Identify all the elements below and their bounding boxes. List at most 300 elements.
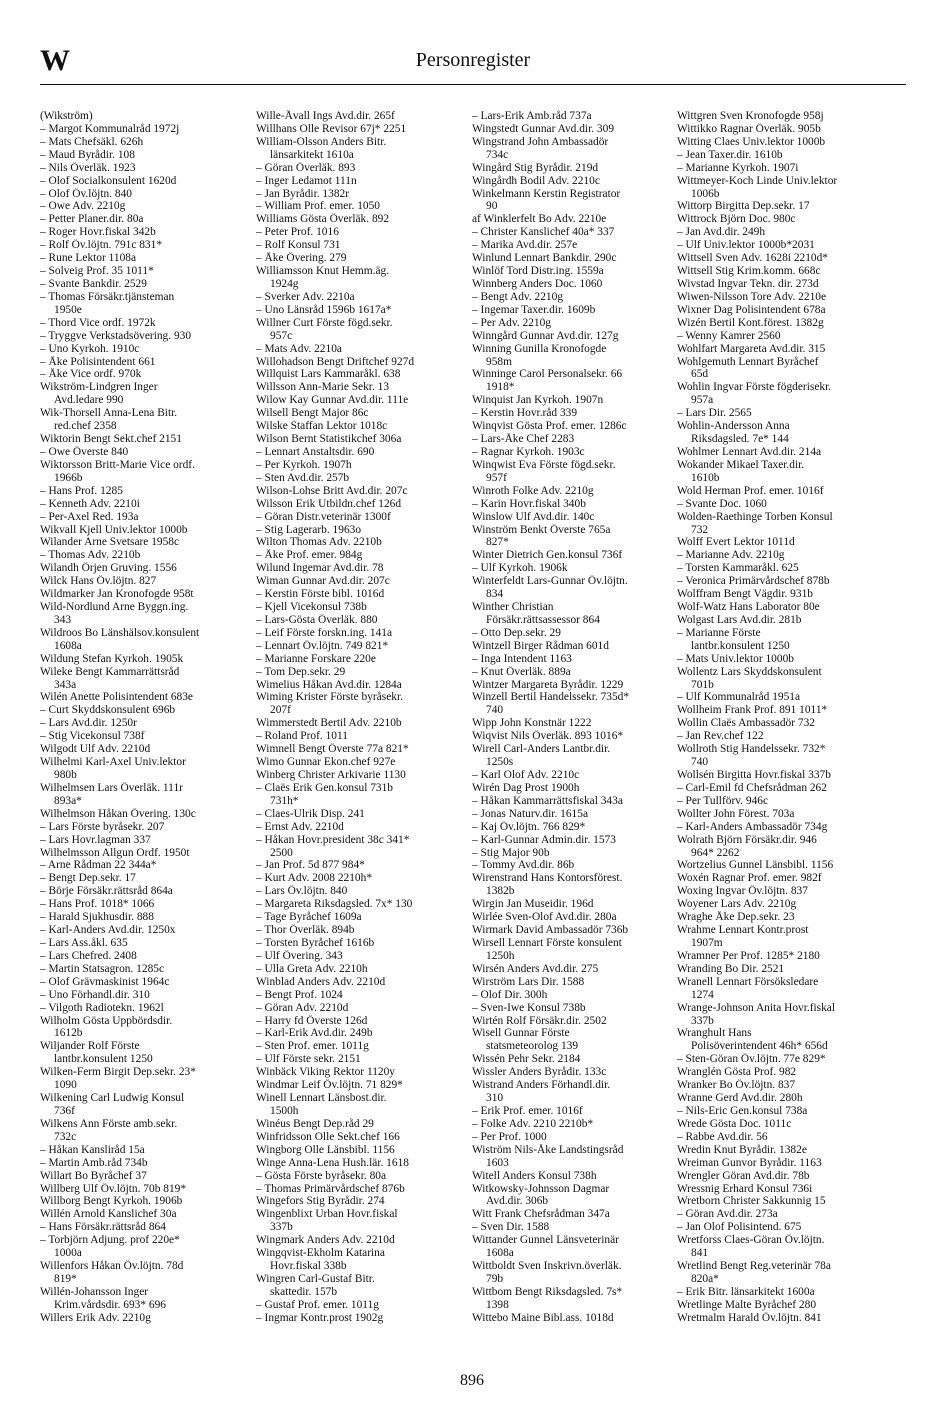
register-entry: Wissén Pehr Sekr. 2184 — [472, 1053, 581, 1066]
register-entry: – Martin Amb.råd 734b — [40, 1156, 148, 1169]
register-entry: Wirell Carl-Anders Lantbr.dir. — [472, 743, 611, 756]
register-entry: – Lars-Erik Amb.råd 737a — [472, 110, 592, 122]
register-entry: – Thomas Försäkr.tjänsteman — [40, 290, 175, 303]
register-entry: – Åke Vice ordf. 970k — [40, 368, 142, 381]
register-entry-continuation: 1918* — [486, 381, 515, 394]
register-entry: – Rabbe Avd.dir. 56 — [677, 1130, 768, 1143]
register-entry: Wingenblixt Urban Hovr.fiskal — [256, 1208, 398, 1221]
register-entry: Wingstedt Gunnar Avd.dir. 309 — [472, 122, 615, 135]
register-entry: Williamsson Knut Hemm.äg. — [256, 265, 390, 278]
register-entry: Wilén Anette Polisintendent 683e — [40, 691, 193, 704]
register-entry: (Wikström) — [40, 110, 93, 122]
register-entry: – Owe Överste 840 — [40, 445, 129, 458]
register-entry: Winzell Bertil Handelssekr. 735d* — [472, 691, 630, 704]
register-entry: – Ulf Univ.lektor 1000b*2031 — [677, 239, 815, 252]
register-entry: – Lars-Åke Chef 2283 — [472, 433, 575, 446]
register-entry: – Bengt Adv. 2210g — [472, 290, 564, 303]
register-entry: – Thor Överläk. 894b — [256, 924, 355, 937]
register-entry: – Ulf Övering. 343 — [256, 949, 343, 962]
register-entry: – Vilgoth Radiotekn. 1962l — [40, 1001, 164, 1014]
register-entry: Wortzelius Gunnel Länsbibl. 1156 — [677, 859, 834, 872]
register-entry-continuation: 1966b — [54, 471, 83, 484]
register-entry: – Per Tullförv. 946c — [677, 794, 769, 807]
register-entry: – Marianne Adv. 2210g — [677, 549, 785, 562]
register-entry: Wohlin Ingvar Förste fögderisekr. — [677, 381, 832, 394]
register-entry: Winkelmann Kerstin Registrator — [472, 187, 621, 200]
register-entry: – Göran Distr.veterinär 1300f — [256, 510, 391, 523]
register-entry: – Torsten Byråchef 1616b — [256, 937, 375, 949]
register-entry: – Harry fd Överste 126d — [256, 1014, 368, 1027]
register-entry: Wolrath Björn Försäkr.dir. 946 — [677, 833, 817, 846]
register-entry: Wittboldt Sven Inskrivn.överläk. — [472, 1260, 622, 1273]
register-entry: Wollsén Birgitta Hovr.fiskal 337b — [677, 769, 831, 782]
page-number: 896 — [460, 1372, 484, 1389]
register-entry: – Christer Kanslichef 40a* 337 — [472, 226, 615, 239]
register-entry: Wiwen-Nilsson Tore Adv. 2210e — [677, 290, 827, 303]
register-entry-continuation: 1274 — [691, 988, 714, 1001]
register-entry: – Roland Prof. 1011 — [256, 730, 348, 743]
register-entry: – Mats Chefsäkl. 626h — [40, 135, 144, 148]
register-entry: – Roger Hovr.fiskal 342b — [40, 226, 156, 239]
register-entry: – Carl-Emil fd Chefsrådman 262 — [677, 781, 827, 794]
register-entry: Wittorp Birgitta Dep.sekr. 17 — [677, 200, 810, 213]
register-entry: Winéus Bengt Dep.råd 29 — [256, 1117, 374, 1130]
register-entry: – Thord Vice ordf. 1972k — [40, 316, 156, 329]
register-entry: Wilske Staffan Lektor 1018c — [256, 420, 388, 433]
register-entry: – Hans Prof. 1285 — [40, 484, 123, 497]
register-entry: af Winklerfelt Bo Adv. 2210e — [472, 213, 607, 226]
register-entry: – Sten Avd.dir. 257b — [256, 471, 350, 484]
register-entry: – Kurt Adv. 2008 2210h* — [256, 872, 373, 885]
register-entry: Wildmarker Jan Kronofogde 958t — [40, 588, 194, 601]
register-entry: Wirlée Sven-Olof Avd.dir. 280a — [472, 911, 617, 924]
register-entry-continuation: 1907m — [691, 937, 723, 949]
register-column-3 — [472, 110, 686, 1325]
register-entry: – Per Kyrkoh. 1907h — [256, 458, 352, 471]
register-entry: Wilgodt Ulf Adv. 2210d — [40, 743, 151, 756]
register-entry: – Olof Grävmaskinist 1964c — [40, 975, 170, 988]
register-entry: Winroth Folke Adv. 2210g — [472, 484, 594, 497]
register-entry: Wivstad Ingvar Tekn. dir. 273d — [677, 277, 819, 290]
register-entry-continuation: 90 — [486, 200, 498, 213]
register-entry: – Jan Byrådir. 1382r — [256, 187, 350, 200]
register-entry: – Thomas Adv. 2210b — [40, 549, 141, 562]
register-entry: – Håkan Kammarrättsfiskal 343a — [472, 794, 623, 807]
register-entry: Wirsell Lennart Förste konsulent — [472, 937, 622, 949]
register-entry: – Ulf Kyrkoh. 1906k — [472, 562, 568, 575]
register-entry: Wilund Ingemar Avd.dir. 78 — [256, 562, 384, 575]
register-entry: Wohlfart Margareta Avd.dir. 315 — [677, 342, 826, 355]
register-entry: – Knut Överläk. 889a — [472, 665, 571, 678]
register-entry-continuation: 65d — [691, 368, 709, 381]
register-entry: – Olof Socialkonsulent 1620d — [40, 174, 177, 187]
register-entry: Wirsén Anders Avd.dir. 275 — [472, 962, 599, 975]
register-column-1 — [40, 110, 254, 1325]
register-entry: Wirtén Rolf Försäkr.dir. 2502 — [472, 1014, 607, 1027]
register-entry: – Tom Dep.sekr. 29 — [256, 665, 346, 678]
register-entry: – Wenny Kamrer 2560 — [677, 329, 781, 342]
register-entry: – Ingmar Kontr.prost 1902g — [256, 1311, 384, 1324]
page-title: Personregister — [415, 49, 531, 71]
register-entry: Wolgast Lars Avd.dir. 281b — [677, 613, 802, 626]
register-entry: Wrahme Lennart Kontr.prost — [677, 924, 809, 937]
register-entry: – Nils Överläk. 1923 — [40, 161, 136, 174]
register-entry: – Claës Erik Gen.konsul 731b — [256, 781, 393, 794]
register-entry: – Jean Taxer.dir. 1610b — [677, 148, 783, 161]
register-entry: Winqwist Eva Förste fögd.sekr. — [472, 458, 616, 471]
register-entry: Wolden-Raethinge Torben Konsul — [677, 510, 833, 523]
register-entry: – Karl Olof Adv. 2210c — [472, 769, 580, 782]
register-entry: – Rolf Öv.löjtn. 791c 831* — [40, 239, 163, 252]
section-letter: W — [40, 44, 70, 77]
register-entry: Wilhelmi Karl-Axel Univ.lektor — [40, 756, 186, 769]
register-entry: Winberg Christer Arkivarie 1130 — [256, 769, 406, 782]
register-entry: Woyener Lars Adv. 2210g — [677, 898, 797, 911]
register-entry: – Stig Vicekonsul 738f — [40, 730, 145, 743]
register-entry-continuation: Avd.dir. 306b — [486, 1195, 549, 1208]
register-entry: – Kjell Vicekonsul 738b — [256, 601, 367, 614]
register-entry: – Arne Rådman 22 344a* — [40, 859, 157, 872]
register-entry: Wingård Stig Byrådir. 219d — [472, 161, 599, 174]
register-entry: Wollentz Lars Skyddskonsulent — [677, 665, 822, 678]
register-entry: Willborg Bengt Kyrkoh. 1906b — [40, 1195, 183, 1208]
register-entry: Wittgren Sven Kronofogde 958j — [677, 110, 824, 122]
register-column-4 — [677, 110, 891, 1325]
register-entry: Wingefors Stig Byrådir. 274 — [256, 1195, 385, 1208]
register-entry: Wixner Dag Polisintendent 678a — [677, 303, 826, 316]
register-entry: – Stig Lagerarb. 1963o — [256, 523, 362, 536]
register-entry: – Rolf Konsul 731 — [256, 239, 341, 252]
register-entry: Wilander Arne Svetsare 1958c — [40, 536, 180, 549]
register-entry: Wittsell Stig Krim.komm. 668c — [677, 265, 821, 278]
register-entry-continuation: 701b — [691, 678, 714, 691]
register-entry: – Thomas Primärvårdschef 876b — [256, 1182, 405, 1195]
register-entry: William-Olsson Anders Bitr. — [256, 135, 387, 148]
register-entry: Willhans Olle Revisor 67j* 2251 — [256, 122, 407, 135]
register-entry: Winqvist Gösta Prof. emer. 1286c — [472, 420, 627, 433]
register-entry: – Göran Adv. 2210d — [256, 1001, 349, 1014]
register-entry: Wittbom Bengt Riksdagsled. 7s* — [472, 1285, 623, 1298]
register-entry: Wille-Åvall Ings Avd.dir. 265f — [256, 110, 395, 122]
register-entry: – Sverker Adv. 2210a — [256, 290, 355, 303]
register-entry: Winning Gunilla Kronofogde — [472, 342, 607, 355]
register-entry-continuation: 827* — [486, 536, 509, 549]
register-entry: – Per Prof. 1000 — [472, 1130, 547, 1143]
register-entry: – Karl-Erik Avd.dir. 249b — [256, 1027, 373, 1040]
register-entry: – Lars Ass.åkl. 635 — [40, 937, 128, 949]
register-entry-continuation: 893a* — [54, 794, 82, 807]
register-entry: – Jan Rev.chef 122 — [677, 730, 764, 743]
register-entry: Witting Claes Univ.lektor 1000b — [677, 135, 826, 148]
register-entry: Wittrock Björn Doc. 980c — [677, 213, 796, 226]
register-entry: – Lars Öv.löjtn. 840 — [256, 885, 348, 898]
register-entry: Wimelius Håkan Avd.dir. 1284a — [256, 678, 402, 691]
register-entry-continuation: 1612b — [54, 1027, 83, 1040]
register-entry: Wintzer Margareta Byrådir. 1229 — [472, 678, 624, 691]
register-entry: – Torsten Kammaråkl. 625 — [677, 562, 799, 575]
register-entry: Wolffram Bengt Vägdir. 931b — [677, 588, 813, 601]
register-entry: Wittsell Sven Adv. 1628i 2210d* — [677, 252, 828, 265]
register-entry: – Gösta Förste byråsekr. 80a — [256, 1169, 387, 1182]
register-entry: Williams Gösta Överläk. 892 — [256, 213, 390, 226]
register-entry: – Leif Förste forskn.ing. 141a — [256, 626, 393, 639]
register-entry-continuation: lantbr.konsulent 1250 — [54, 1053, 153, 1066]
register-entry: – Gustaf Prof. emer. 1011g — [256, 1298, 379, 1311]
register-entry: Wittebo Maine Bibl.ass. 1018d — [472, 1311, 614, 1324]
register-entry-continuation: 957c — [270, 329, 293, 342]
register-entry: Winther Christian — [472, 601, 554, 614]
register-entry-continuation: 732c — [54, 1130, 77, 1143]
register-entry-continuation: 1608a — [54, 639, 82, 652]
register-entry: Wohlmer Lennart Avd.dir. 214a — [677, 445, 822, 458]
register-entry: Wretborn Christer Sakkunnig 15 — [677, 1195, 826, 1208]
register-entry: – Veronica Primärvårdschef 878b — [677, 575, 830, 588]
register-entry: – Inga Intendent 1163 — [472, 652, 572, 665]
register-entry: Wranglén Gösta Prof. 982 — [677, 1066, 797, 1079]
register-entry-continuation: 1250h — [486, 949, 515, 962]
register-entry: – Lars Dir. 2565 — [677, 407, 752, 420]
register-entry-continuation: 731h* — [270, 794, 299, 807]
register-entry: – Owe Adv. 2210g — [40, 200, 126, 213]
register-entry: Wimmerstedt Bertil Adv. 2210b — [256, 717, 402, 730]
register-entry: Willén-Johansson Inger — [40, 1285, 149, 1298]
register-entry: Winquist Jan Kyrkoh. 1907n — [472, 394, 604, 407]
register-entry: – Karl-Anders Avd.dir. 1250x — [40, 924, 176, 937]
register-entry: Wold Herman Prof. emer. 1016f — [677, 484, 824, 497]
register-entry: Wimnell Bengt Överste 77a 821* — [256, 743, 409, 756]
register-entry: Wiljander Rolf Förste — [40, 1040, 140, 1053]
register-entry: Wirén Dag Prost 1900h — [472, 781, 580, 794]
register-entry: Witkowsky-Johnsson Dagmar — [472, 1182, 610, 1195]
register-entry: – Tryggve Verkstadsövering. 930 — [40, 329, 192, 342]
register-entry: – Sven Dir. 1588 — [472, 1221, 550, 1234]
register-entry: Wranding Bo Dir. 2521 — [677, 962, 785, 975]
register-entry: – Marika Avd.dir. 257e — [472, 239, 578, 252]
register-entry: Winninge Carol Personalsekr. 66 — [472, 368, 623, 381]
register-entry: Wizén Bertil Kont.förest. 1382g — [677, 316, 824, 329]
register-entry: – Erik Prof. emer. 1016f — [472, 1104, 583, 1117]
register-entry-continuation: 207f — [270, 704, 291, 717]
register-entry: – Lars Avd.dir. 1250r — [40, 717, 137, 730]
register-entry: – Sven-Iwe Konsul 738b — [472, 1001, 586, 1014]
register-entry: Winge Anna-Lena Hush.lär. 1618 — [256, 1156, 409, 1169]
register-entry: Wikström-Lindgren Inger — [40, 381, 158, 394]
register-entry: – Martin Statsagron. 1285c — [40, 962, 165, 975]
register-entry: – Svante Bankdir. 2529 — [40, 277, 147, 290]
register-entry: Wilholm Gösta Uppbördsdir. — [40, 1014, 173, 1027]
register-entry: – Karl-Anders Ambassadör 734g — [677, 820, 828, 833]
register-entry: Wollter John Förest. 703a — [677, 807, 795, 820]
register-entry-continuation: 740 — [691, 756, 709, 769]
register-entry: Wiman Gunnar Avd.dir. 207c — [256, 575, 390, 588]
register-entry-continuation: 1006b — [691, 187, 720, 200]
register-entry: Winström Benkt Överste 765a — [472, 523, 611, 536]
register-entry-continuation: 337b — [270, 1221, 293, 1234]
register-entry: – Mats Univ.lektor 1000b — [677, 652, 794, 665]
register-entry: – Peter Prof. 1016 — [256, 226, 339, 239]
register-entry: Wilhelmsson Allgun Ordf. 1950t — [40, 846, 190, 859]
register-entry: Winngård Gunnar Avd.dir. 127g — [472, 329, 619, 342]
register-entry: Willén Arnold Kanslichef 30a — [40, 1208, 177, 1221]
register-entry-continuation: red.chef 2358 — [54, 420, 117, 433]
register-entry: Wilson-Lohse Britt Avd.dir. 207c — [256, 484, 408, 497]
register-entry-continuation: Avd.ledare 990 — [54, 394, 124, 407]
register-entry: Wingmark Anders Adv. 2210d — [256, 1234, 395, 1247]
register-entry: Winlund Lennart Bankdir. 290c — [472, 252, 617, 265]
register-entry: Wingren Carl-Gustaf Bitr. — [256, 1272, 375, 1285]
register-entry: Wingstrand John Ambassadör — [472, 135, 609, 148]
register-entry: – Nils-Eric Gen.konsul 738a — [677, 1104, 808, 1117]
register-entry-continuation: 1500h — [270, 1104, 299, 1117]
register-entry-continuation: 734c — [486, 148, 509, 161]
register-entry: – Ulf Kommunalråd 1951a — [677, 691, 801, 704]
register-entry: – Olof Öv.löjtn. 840 — [40, 187, 132, 200]
register-entry: Winfridsson Olle Sekt.chef 166 — [256, 1130, 400, 1143]
register-entry-continuation: 964* 2262 — [691, 846, 740, 859]
register-entry: – Ulf Förste sekr. 2151 — [256, 1053, 361, 1066]
register-entry: Wistrand Anders Förhandl.dir. — [472, 1079, 611, 1092]
register-entry: Wilck Hans Öv.löjtn. 827 — [40, 575, 157, 588]
register-entry: – Åke Prof. emer. 984g — [256, 549, 363, 562]
register-entry: Wretmalm Harald Öv.löjtn. 841 — [677, 1311, 822, 1324]
register-entry: Wirström Lars Dir. 1588 — [472, 975, 585, 988]
register-entry: Wohlgemuth Lennart Byråchef — [677, 355, 819, 368]
register-entry: – Jan Olof Polisintend. 675 — [677, 1221, 802, 1234]
register-entry: Wissler Anders Byrådir. 133c — [472, 1066, 607, 1079]
register-entry: – Erik Bitr. länsarkitekt 1600a — [677, 1285, 815, 1298]
register-entry: Wranghult Hans — [677, 1027, 752, 1040]
register-entry-continuation: statsmeteorolog 139 — [486, 1040, 579, 1053]
register-entry: – Marianne Forskare 220e — [256, 652, 376, 665]
register-entry-continuation: skattedir. 157b — [270, 1285, 338, 1298]
register-entry-continuation: 310 — [486, 1092, 504, 1105]
register-entry: Winter Dietrich Gen.konsul 736f — [472, 549, 623, 562]
register-entry: – Claes-Ulrik Disp. 241 — [256, 807, 365, 820]
register-entry: Witell Anders Konsul 738h — [472, 1169, 597, 1182]
register-entry: – Solveig Prof. 35 1011* — [40, 265, 154, 278]
register-entry: Willquist Lars Kammaråkl. 638 — [256, 368, 401, 381]
register-entry-continuation: 820a* — [691, 1272, 719, 1285]
register-entry-continuation: 2500 — [270, 846, 293, 859]
register-entry-continuation: Riksdagsled. 7e* 144 — [691, 433, 789, 446]
register-entry: – Kenneth Adv. 2210i — [40, 497, 140, 510]
register-entry-continuation: 736f — [54, 1104, 75, 1117]
register-entry: Wiktorsson Britt-Marie Vice ordf. — [40, 458, 195, 471]
register-entry-continuation: 958m — [486, 355, 512, 368]
register-entry-continuation: 1000a — [54, 1247, 82, 1260]
register-entry: Wisell Gunnar Förste — [472, 1027, 570, 1040]
register-entry-continuation: 1382b — [486, 885, 515, 898]
register-entry-continuation: 834 — [486, 588, 504, 601]
register-entry: Wretlind Bengt Reg.veterinär 78a — [677, 1260, 831, 1273]
register-entry: – Marianne Kyrkoh. 1907i — [677, 161, 799, 174]
register-entry: Winnberg Anders Doc. 1060 — [472, 277, 603, 290]
register-entry: Witt Frank Chefsrådman 347a — [472, 1208, 610, 1221]
register-entry: Wileke Bengt Kammarrättsråd — [40, 665, 180, 678]
register-entry: – Harald Sjukhusdir. 888 — [40, 911, 154, 924]
register-entry: Wirmark David Ambassadör 736b — [472, 924, 629, 937]
register-entry: – Jonas Naturv.dir. 1615a — [472, 807, 588, 820]
register-entry-continuation: 732 — [691, 523, 709, 536]
register-entry: Wittander Gunnel Länsveterinär — [472, 1234, 619, 1247]
register-entry: Wrengler Göran Avd.dir. 78b — [677, 1169, 810, 1182]
register-entry: – Håkan Hovr.president 38c 341* — [256, 833, 410, 846]
register-entry: – Uno Länsråd 1596b 1617a* — [256, 303, 392, 316]
register-entry: – Hans Försäkr.rättsråd 864 — [40, 1221, 166, 1234]
register-entry: – Rune Lektor 1108a — [40, 252, 137, 265]
register-entry: – Åke Polisintendent 661 — [40, 355, 156, 368]
register-entry: Winblad Anders Adv. 2210d — [256, 975, 386, 988]
register-entry: Wikvall Kjell Univ.lektor 1000b — [40, 523, 188, 536]
register-entry-continuation: 1090 — [54, 1079, 77, 1092]
register-entry: Wollroth Stig Handelssekr. 732* — [677, 743, 826, 756]
register-entry: Wiktorin Bengt Sekt.chef 2151 — [40, 433, 182, 446]
register-column-2 — [256, 110, 470, 1325]
register-entry: Wolff Evert Lektor 1011d — [677, 536, 795, 549]
register-entry: Wilsell Bengt Major 86c — [256, 407, 369, 420]
register-entry: – Folke Adv. 2210 2210b* — [472, 1117, 594, 1130]
register-entry: Wilton Thomas Adv. 2210b — [256, 536, 382, 549]
register-entry-continuation: 337b — [691, 1014, 714, 1027]
register-entry: Wranker Bo Öv.löjtn. 837 — [677, 1079, 796, 1092]
register-entry: Woxing Ingvar Öv.löjtn. 837 — [677, 885, 808, 898]
register-entry: – Ingemar Taxer.dir. 1609b — [472, 303, 596, 316]
register-entry-continuation: 343a — [54, 678, 77, 691]
register-entry: Willberg Ulf Öv.löjtn. 70b 819* — [40, 1182, 187, 1195]
register-entry: – Sten-Göran Öv.löjtn. 77e 829* — [677, 1053, 826, 1066]
register-entry: – Kerstin Förste bibl. 1016d — [256, 588, 385, 601]
register-entry: Wohlin-Andersson Anna — [677, 420, 790, 433]
register-entry-continuation: 343 — [54, 613, 72, 626]
page-header — [40, 44, 906, 78]
register-entry: – Göran Avd.dir. 273a — [677, 1208, 778, 1221]
register-entry: Windmar Leif Öv.löjtn. 71 829* — [256, 1079, 403, 1092]
register-entry-continuation: Krim.vårdsdir. 693* 696 — [54, 1298, 166, 1311]
register-entry: Willner Curt Förste fögd.sekr. — [256, 316, 393, 329]
register-entry: Winslow Ulf Avd.dir. 140c — [472, 510, 595, 523]
register-entry: Willart Bo Byråchef 37 — [40, 1169, 147, 1182]
register-entry: – Jan Avd.dir. 249h — [677, 226, 766, 239]
register-entry: – Göran Överläk. 893 — [256, 161, 356, 174]
register-entry-continuation: 79b — [486, 1272, 504, 1285]
register-entry: Wredin Knut Byrådir. 1382e — [677, 1143, 807, 1156]
register-entry: Wrange-Johnson Anita Hovr.fiskal — [677, 1001, 836, 1014]
register-entry-continuation: 1603 — [486, 1156, 509, 1169]
register-entry: – Maud Byrådir. 108 — [40, 148, 135, 161]
register-entry: Winterfeldt Lars-Gunnar Öv.löjtn. — [472, 575, 628, 588]
register-entry: – Margot Kommunalråd 1972j — [40, 122, 180, 135]
register-entry-continuation: 1950e — [54, 303, 82, 316]
register-entry: Wimo Gunnar Ekon.chef 927e — [256, 756, 396, 769]
register-entry: Wik-Thorsell Anna-Lena Bitr. — [40, 407, 178, 420]
register-entry: – Uno Kyrkoh. 1910c — [40, 342, 140, 355]
register-entry: – Inger Ledamot 111n — [256, 174, 357, 187]
register-entry: – Stig Major 90b — [472, 846, 550, 859]
register-entry: – Karin Hovr.fiskal 340b — [472, 497, 586, 510]
register-entry: – Bengt Prof. 1024 — [256, 988, 343, 1001]
register-entry: Wildung Stefan Kyrkoh. 1905k — [40, 652, 184, 665]
register-entry: Wranne Gerd Avd.dir. 280h — [677, 1092, 803, 1105]
register-entry: – Ernst Adv. 2210d — [256, 820, 344, 833]
register-entry: – Curt Skyddskonsulent 696b — [40, 704, 176, 717]
register-entry-continuation: 841 — [691, 1247, 709, 1260]
register-entry: Winell Lennart Länsbost.dir. — [256, 1092, 387, 1105]
register-entry: Wilow Kay Gunnar Avd.dir. 111e — [256, 394, 409, 407]
register-entry: – William Prof. emer. 1050 — [256, 200, 380, 213]
register-entry: – Petter Planer.dir. 80a — [40, 213, 144, 226]
register-entry-continuation: Hovr.fiskal 338b — [270, 1260, 347, 1273]
register-entry: – Tommy Avd.dir. 86b — [472, 859, 575, 872]
